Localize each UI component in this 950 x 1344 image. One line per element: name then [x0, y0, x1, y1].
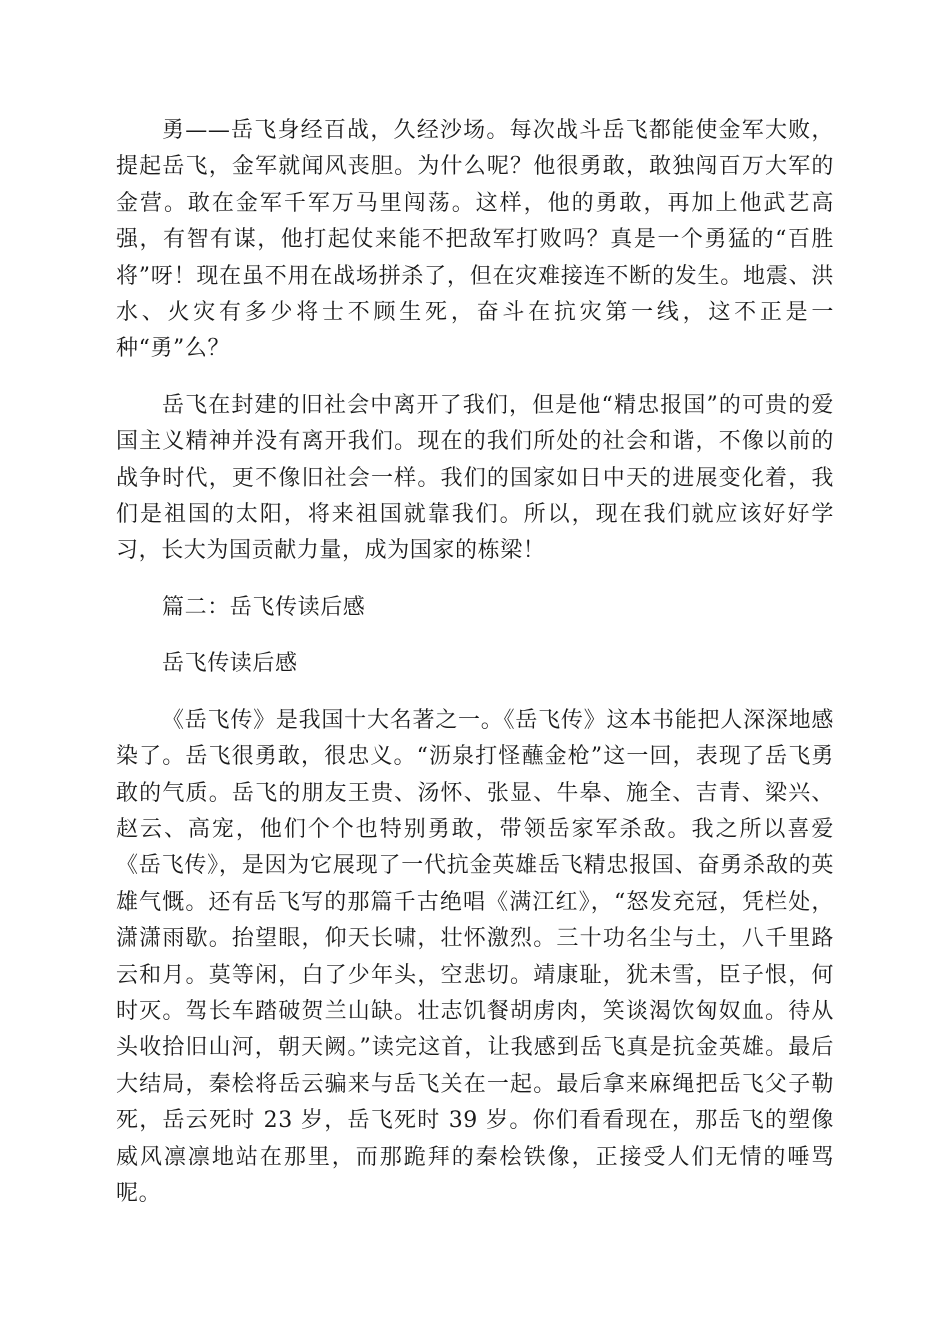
paragraph-courage: 勇——岳飞身经百战，久经沙场。每次战斗岳飞都能使金军大败，提起岳飞，金军就闻风丧胆。为什么呢？他很勇敢，敢独闯百万大军的金营。敢在金军千军万马里闯荡。这样，他的勇敢，再加上他武艺高强，有智有谋，他打起仗来能不把敌军打败吗？真是一个勇猛的“百胜将”呀！现在虽不用在战场拼杀了，但在灾难接连不断的发生。地震、洪水、火灾有多少将士不顾生死，奋斗在抗灾第一线，这不正是一种“勇”么？ [116, 118, 834, 362]
document-page [116, 113, 834, 1232]
paragraph-book-review: 《岳飞传》是我国十大名著之一。《岳飞传》这本书能把人深深地感染了。岳飞很勇敢，很忠义。“沥泉打怪蘸金枪”这一回，表现了岳飞勇敢的气质。岳飞的朋友王贵、汤怀、张显、牛皋、施全、吉青、梁兴、赵云、高宠，他们个个也特别勇敢，带领岳家军杀敌。我之所以喜爱《岳飞传》，是因为它展现了一代抗金英雄岳飞精忠报国、奋勇杀敌的英雄气慨。还有岳飞写的那篇千古绝唱《满江红》，“怒发充冠，凭栏处，潇潇雨歇。抬望眼，仰天长啸，壮怀激烈。三十功名尘与土，八千里路云和月。莫等闲，白了少年头，空悲切。靖康耻，犹未雪，臣子恨，何时灭。驾长车踏破贺兰山缺。壮志饥餐胡虏肉，笑谈渴饮匈奴血。待从头收拾旧山河，朝天阙。”读完这首，让我感到岳飞真是抗金英雄。最后大结局，秦桧将岳云骗来与岳飞关在一起。最后拿来麻绳把岳飞父子勒死，岳云死时 23 岁，岳飞死时 39 岁。你们看看现在，那岳飞的塑像威风凛凛地站在那里，而那跪拜的秦桧铁像，正接受人们无情的唾骂呢。 [116, 707, 834, 1206]
paragraph-patriotism: 岳飞在封建的旧社会中离开了我们，但是他“精忠报国”的可贵的爱国主义精神并没有离开我们。现在的我们所处的社会和谐，不像以前的战争时代，更不像旧社会一样。我们的国家如日中天的进展变化着，我们是祖国的太阳，将来祖国就靠我们。所以，现在我们就应该好好学习，长大为国贡献力量，成为国家的栋梁！ [116, 392, 834, 564]
section-heading: 篇二：岳飞传读后感 [162, 594, 366, 620]
article-title: 岳飞传读后感 [162, 651, 298, 677]
